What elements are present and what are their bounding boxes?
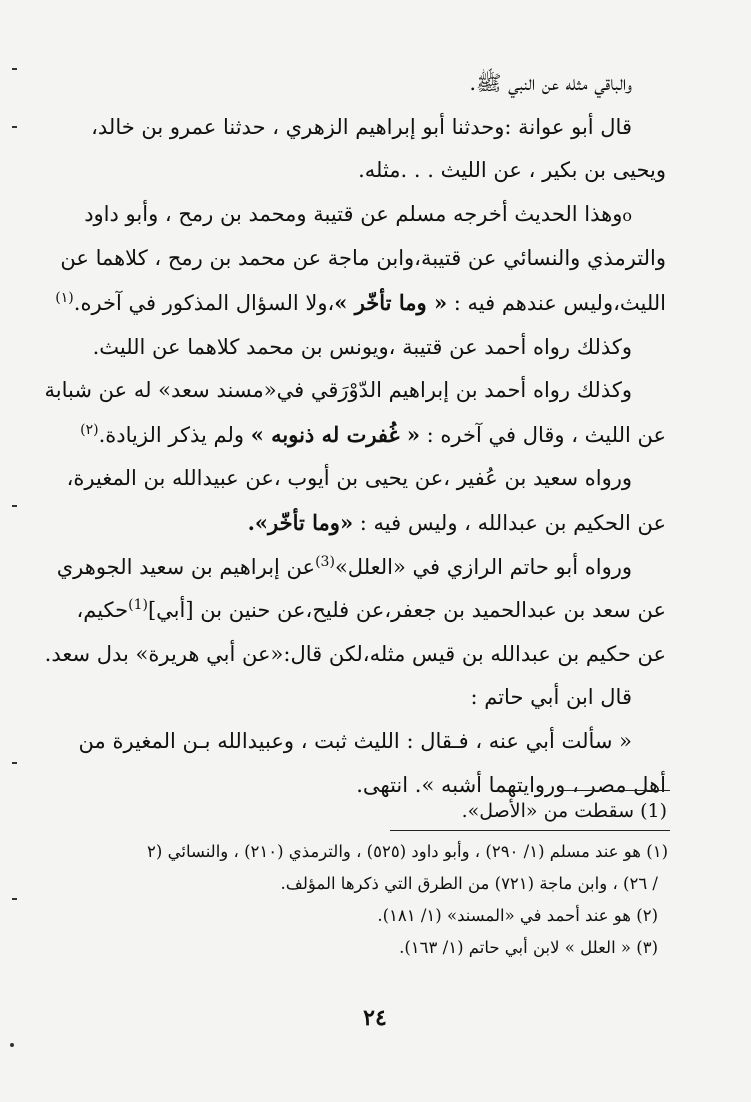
- margin-mark: [12, 762, 17, 764]
- main-text: [44, 62, 666, 807]
- text-line-15: قال ابن أبي حاتم :: [470, 685, 632, 710]
- margin-mark: [12, 68, 17, 70]
- footnote-ref-2: (٢): [80, 421, 99, 438]
- edition-note-ref: (1): [128, 597, 148, 614]
- margin-mark: [12, 505, 17, 507]
- text-line-3: ويحيى بن بكير ، عن الليث . . .مثله.: [358, 158, 666, 183]
- footnote-1-line-2: / ٢٦) ، وابن ماجة (٧٢١) من الطرق التي ذكرها المؤلف.: [280, 874, 658, 893]
- text-line-5: والترمذي والنسائي عن قتيبة،وابن ماجة عن محمد بن رمح ، كلاهما عن: [60, 246, 666, 271]
- margin-mark: [12, 898, 17, 900]
- text-line-4: oوهذا الحديث أخرجه مسلم عن قتيبة ومحمد بن رمح ، وأبو داود: [84, 201, 632, 226]
- text-line-14: عن حكيم بن عبدالله بن قيس مثله،لكن قال:«عن أبي هريرة» بدل سعد.: [44, 641, 666, 666]
- text-line-12: ورواه أبو حاتم الرازي في «العلل»$^{(3)}$عن إبراهيم بن سعيد الجوهري: [56, 553, 632, 579]
- footnote-ref-1: (١): [55, 289, 74, 306]
- footnotes: [80, 836, 668, 964]
- text-line-8: وكذلك رواه أحمد بن إبراهيم الدّوْرَقي في«مسند سعد» له عن شبابة: [44, 378, 632, 403]
- margin-mark: [12, 126, 17, 128]
- text-line-10: ورواه سعيد بن عُفير ،عن يحيى بن أيوب ،عن عبيدالله بن المغيرة،: [66, 466, 632, 491]
- text-line-1: والباقي مثله عن النبي ﷺ.: [469, 71, 632, 95]
- edition-note-rule: [560, 790, 670, 791]
- text-line-11: عن الحكيم بن عبدالله ، وليس فيه : «وما تأخّر».: [247, 509, 666, 535]
- page-number: ٢٤: [363, 1005, 387, 1031]
- footnote-1-line-1: (١) هو عند مسلم (١/ ٢٩٠) ، وأبو داود (٥٢٥) ، والترمذي (٢١٠) ، والنسائي (٢: [147, 842, 668, 861]
- footnote-ref-3: (3): [315, 553, 335, 570]
- text-line-16: « سألت أبي عنه ، فـقال : الليث ثبت ، وعبيدالله بـن المغيرة من: [78, 728, 632, 753]
- text-line-9: عن الليث ، وقال في آخره : « غُفرت له ذنوبه » ولم يذكر الزيادة.$^{(٢)}$: [80, 421, 666, 447]
- margin-dot: [10, 1043, 14, 1047]
- text-line-2: قال أبو عوانة :وحدثنا أبو إبراهيم الزهري ، حدثنا عمرو بن خالد،: [91, 114, 632, 139]
- text-line-6: الليث،وليس عندهم فيه : « وما تأخّر »،ولا السؤال المذكور في آخره.$^{(١)}$: [55, 289, 666, 315]
- text-line-17: أهل مصر ، وروايتهما أشبه ». انتهى.: [356, 772, 666, 797]
- paragraph-ring-icon: o: [622, 205, 632, 225]
- text-line-13: عن سعد بن عبدالحميد بن جعفر،عن فليح،عن حنين بن [أبي]$^{(1)}$حكيم،: [76, 597, 666, 623]
- footnote-3: (٣) « العلل » لابن أبي حاتم (١/ ١٦٣).: [399, 938, 658, 957]
- footnotes-rule: [390, 830, 670, 831]
- edition-note: (1) سقطت من «الأصل».: [461, 800, 667, 822]
- footnote-2: (٢) هو عند أحمد في «المسند» (١/ ١٨١).: [377, 906, 658, 925]
- text-line-7: وكذلك رواه أحمد عن قتيبة ،ويونس بن محمد كلاهما عن الليث.: [92, 334, 632, 359]
